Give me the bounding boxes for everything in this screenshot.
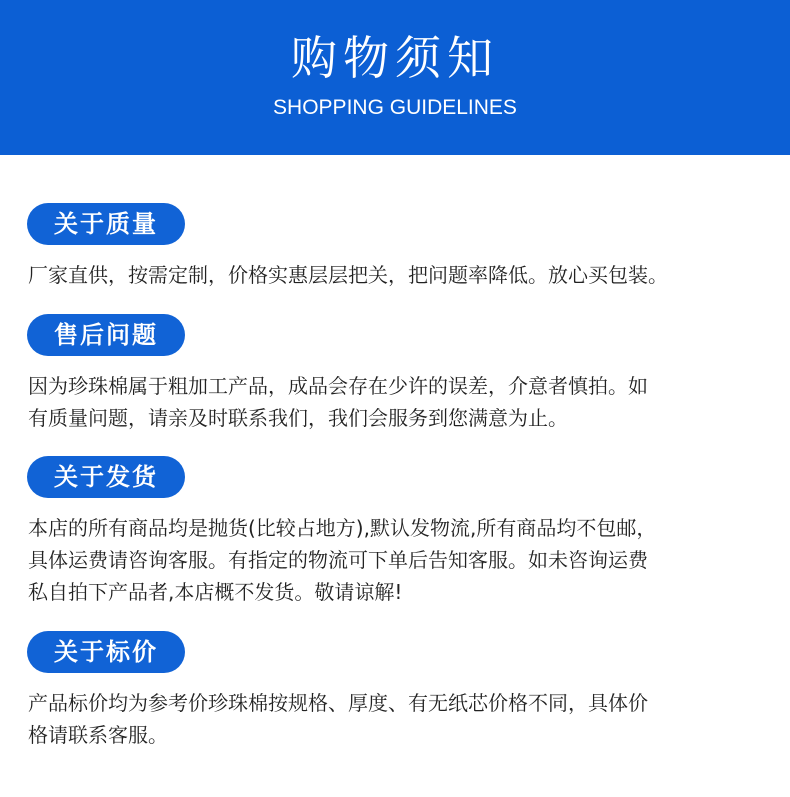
text-line: 厂家直供，按需定制，价格实惠层层把关，把问题率降低。放心买包装。 bbox=[28, 263, 668, 287]
section-heading-after-sales: 售后问题 bbox=[27, 314, 185, 356]
text-line: 本店的所有商品均是抛货(比较占地方),默认发物流,所有商品均不包邮， bbox=[28, 516, 657, 540]
text-line: 私自拍下产品者,本店概不发货。敬请谅解! bbox=[28, 580, 403, 604]
section-text-shipping bbox=[28, 512, 768, 608]
text-line: 有质量问题，请亲及时联系我们，我们会服务到您满意为止。 bbox=[28, 406, 568, 430]
header-banner bbox=[0, 0, 790, 155]
page-subtitle: SHOPPING GUIDELINES bbox=[273, 96, 517, 119]
page-title: 购物须知 bbox=[291, 31, 499, 85]
section-text-pricing bbox=[28, 687, 768, 751]
section-heading-pricing: 关于标价 bbox=[27, 631, 185, 673]
section-heading-quality: 关于质量 bbox=[27, 203, 185, 245]
text-line: 产品标价均为参考价珍珠棉按规格、厚度、有无纸芯价格不同，具体价 bbox=[28, 691, 648, 715]
text-line: 因为珍珠棉属于粗加工产品，成品会存在少许的误差，介意者慎拍。如 bbox=[28, 374, 648, 398]
section-text-after-sales bbox=[28, 370, 768, 434]
text-line: 具体运费请咨询客服。有指定的物流可下单后告知客服。如未咨询运费 bbox=[28, 548, 648, 572]
section-text-quality bbox=[28, 259, 768, 291]
text-line: 格请联系客服。 bbox=[28, 723, 168, 747]
section-heading-shipping: 关于发货 bbox=[27, 456, 185, 498]
